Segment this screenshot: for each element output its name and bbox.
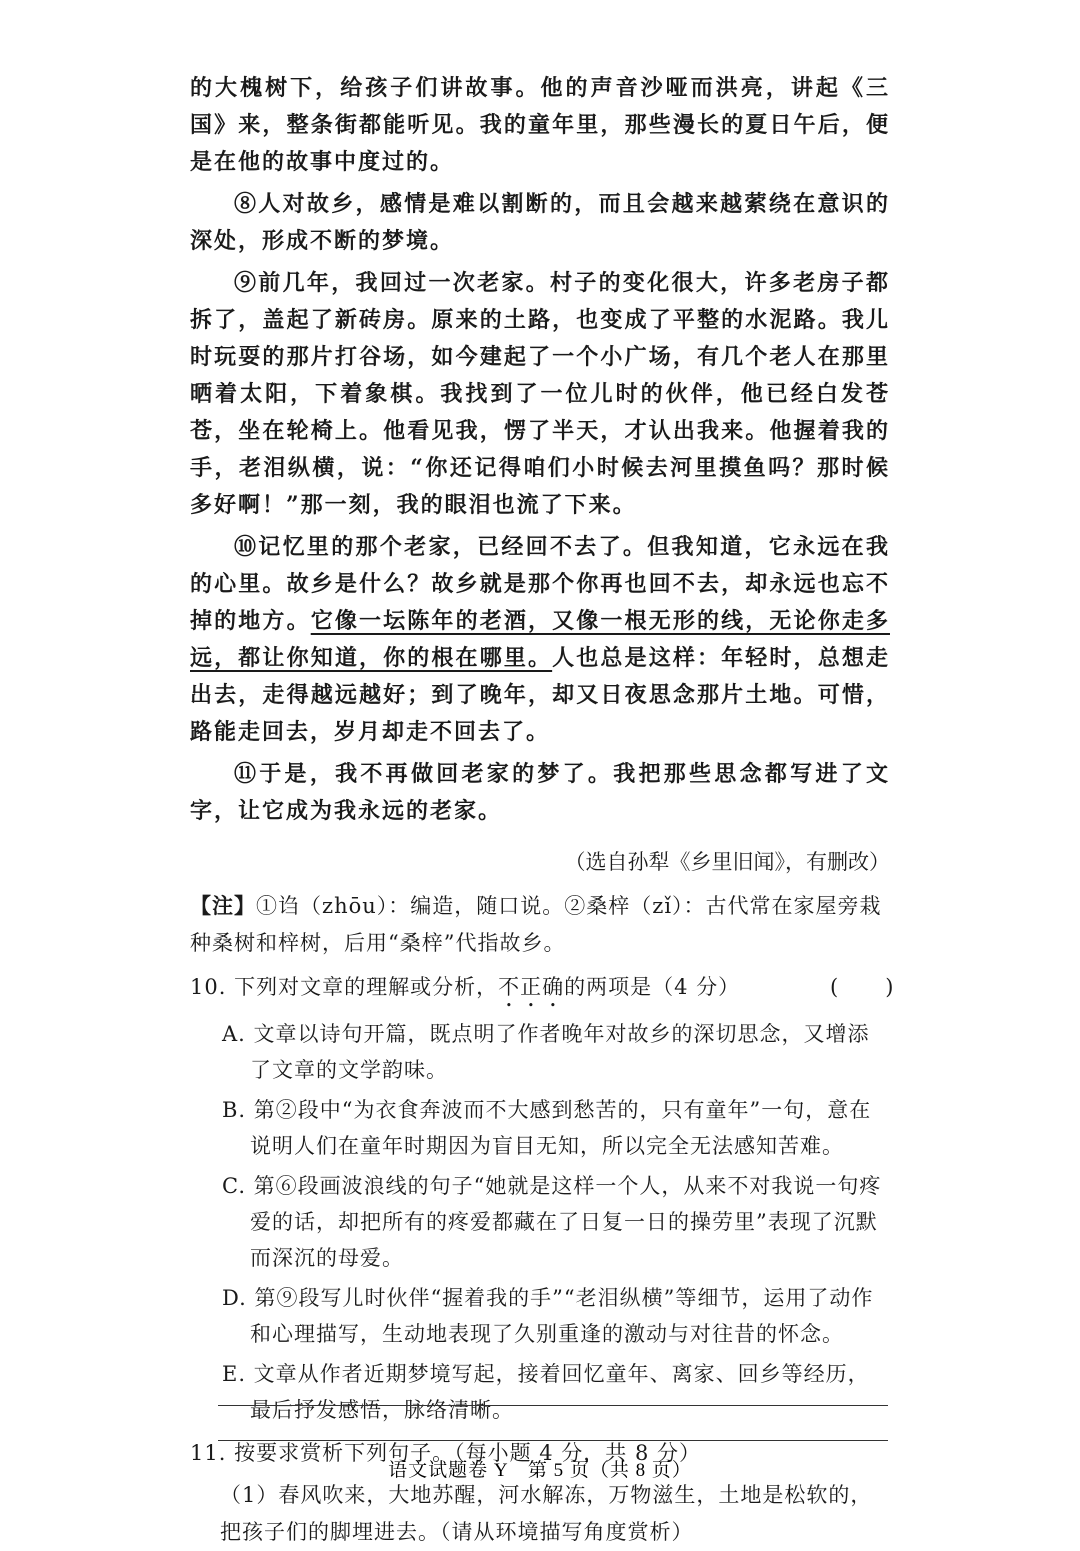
question-10-stem (190, 970, 830, 1012)
option-b: B. 第②段中“为衣食奔波而不大感到愁苦的，只有童年”一句，意在说明人们在童年时期因为盲目无知，所以完全无法感知苦难。 (222, 1098, 872, 1158)
question-10-emphasis: 不正确 (498, 975, 565, 999)
question-11-sub-1: （1）春风吹来，大地苏醒，河水解冻，万物滋生，土地是松软的，把孩子们的脚埋进去。（请从环境描写角度赏析） (220, 1483, 873, 1544)
paragraph-11: ⑪于是，我不再做回老家的梦了。我把那些思念都写进了文字，让它成为我永远的老家。 (190, 761, 890, 824)
question-11-title: 11. 按要求赏析下列句子。（每小题 4 分，共 8 分） (190, 1441, 701, 1465)
page-footer: 语文试题卷 Y 第 5 页（共 8 页） (388, 1460, 692, 1481)
paragraph-7-continued: 的大槐树下，给孩子们讲故事。他的声音沙哑而洪亮，讲起《三国》来，整条街都能听见。我的童年里，那些漫长的夏日午后，便是在他的故事中度过的。 (190, 75, 890, 175)
note-tag: 【注】 (190, 893, 256, 918)
paragraph-10-part-a: ⑩记忆里的那个老家，已经回不去了。但我知道，它永远在我的心里。故乡是什么？故乡就是那个你再也回不去，却永远也忘不掉的地方。 (190, 534, 890, 634)
question-10-post: 的两项是（4 分） (564, 975, 741, 999)
option-d: D. 第⑨段写儿时伙伴“握着我的手”“老泪纵横”等细节，运用了动作和心理描写，生动地表现了久别重逢的激动与对往昔的怀念。 (222, 1286, 874, 1346)
source-citation: （选自孙犁《乡里旧闻》，有删改） (564, 850, 890, 874)
answer-line-1[interactable] (218, 1405, 888, 1406)
option-c: C. 第⑥段画波浪线的句子“她就是这样一个人，从来不对我说一句疼爱的话，却把所有的疼爱都藏在了日复一日的操劳里”表现了沉默而深沉的母爱。 (222, 1174, 882, 1270)
question-10 (190, 970, 895, 1012)
paragraph-10 (190, 529, 890, 751)
answer-line-2[interactable] (218, 1440, 888, 1441)
paragraph-9: ⑨前几年，我回过一次老家。村子的变化很大，许多老房子都拆了，盖起了新砖房。原来的土路，也变成了平整的水泥路。我儿时玩耍的那片打谷场，如今建起了一个小广场，有几个老人在那里晒着太阳，下着象棋。我找到了一位儿时的伙伴，他已经白发苍苍，坐在轮椅上。他看见我，愣了半天，才认出我来。他握着我的手，老泪纵横，说：“你还记得咱们小时候去河里摸鱼吗？那时候多好啊！”那一刻，我的眼泪也流了下来。 (190, 270, 890, 518)
question-10-pre: 10. 下列对文章的理解或分析， (190, 975, 499, 999)
paragraph-10-underlined-sentence: 它像一坛陈年的老酒，又像一根无形的线，无论你走多远，都让你知道，你的根在哪里。 (190, 608, 890, 671)
option-a: A. 文章以诗句开篇，既点明了作者晚年对故乡的深切思念，又增添了文章的文学韵味。 (222, 1022, 870, 1082)
note-text: ①诌（zhōu）：编造，随口说。②桑梓（zǐ）：古代常在家屋旁栽种桑树和梓树，后用“桑梓”代指故乡。 (190, 894, 882, 955)
paragraph-8: ⑧人对故乡，感情是难以割断的，而且会越来越萦绕在意识的深处，形成不断的梦境。 (190, 191, 890, 254)
answer-bracket[interactable]: ( ) (830, 975, 895, 999)
annotation-note (190, 887, 890, 962)
option-e: E. 文章从作者近期梦境写起，接着回忆童年、离家、回乡等经历，最后抒发感悟，脉络清晰。 (222, 1362, 870, 1422)
paragraph-10-part-b: 人也总是这样：年轻时，总想走出去，走得越远越好；到了晚年，却又日夜思念那片土地。可惜，路能走回去，岁月却走不回去了。 (190, 645, 890, 745)
